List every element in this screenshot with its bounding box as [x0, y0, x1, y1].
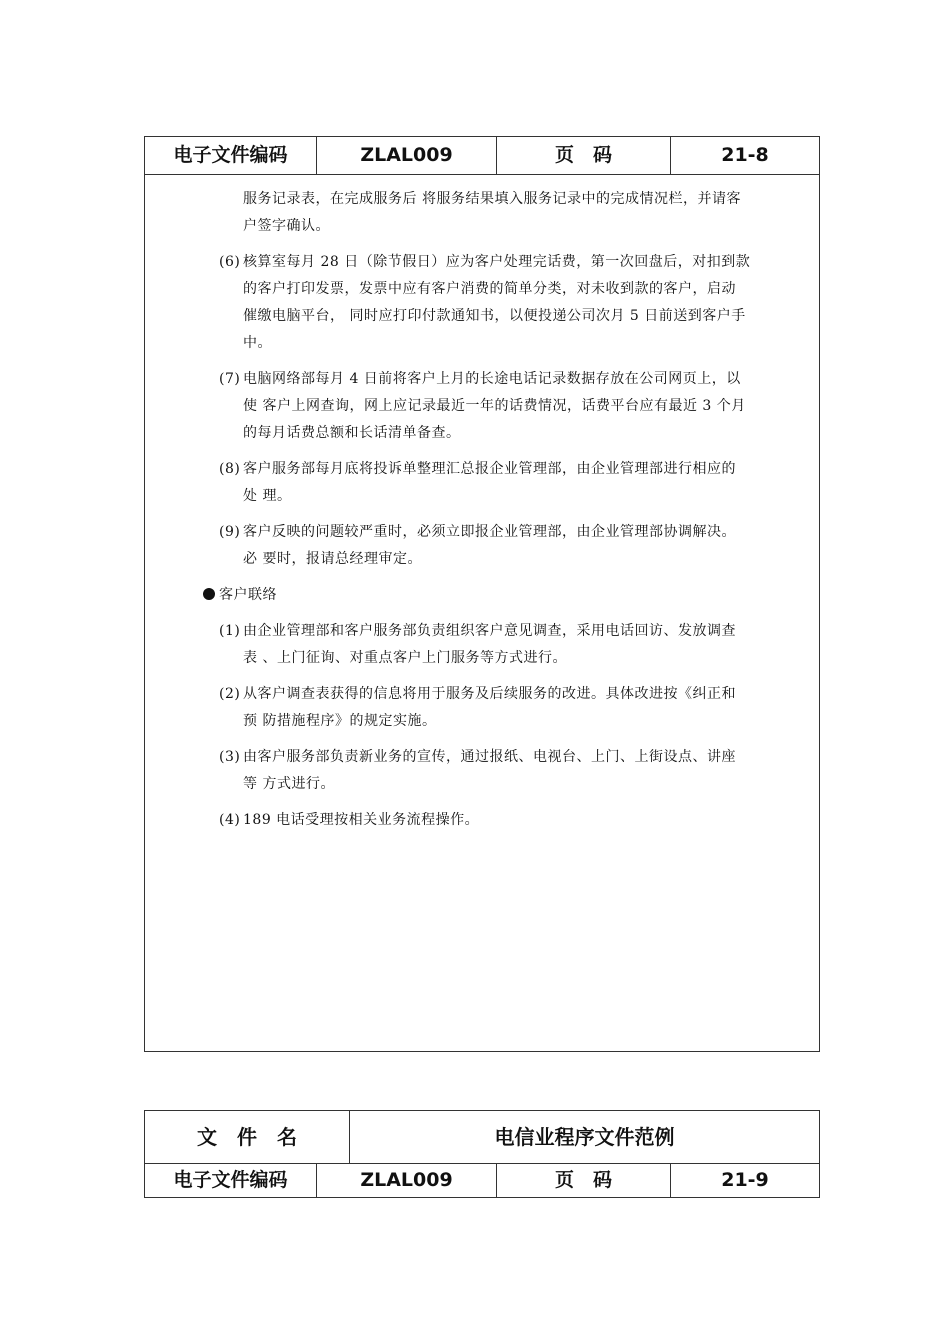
code-row: [145, 1163, 819, 1197]
code-label: 电子文件编码: [145, 1163, 317, 1197]
item-number: (4): [219, 812, 241, 828]
text-line: 表 、上门征询、对重点客户上门服务等方式进行。: [243, 650, 567, 666]
text-line: 的每月话费总额和长话清单备查。: [243, 425, 461, 441]
text-line: 必 要时，报请总经理审定。: [243, 551, 422, 567]
item-number: (1): [219, 623, 241, 639]
file-name-value: 电信业程序文件范例: [494, 1125, 675, 1149]
paragraph-6: [219, 249, 793, 357]
text-line: 中。: [243, 335, 272, 351]
file-name-label: 文 件 名: [145, 1111, 350, 1163]
text-line: 由客户服务部负责新业务的宣传，通过报纸、电视台、上门、上街设点、讲座: [243, 749, 736, 765]
section-title: 客户联络: [219, 587, 277, 603]
text-line: 由企业管理部和客户服务部负责组织客户意见调查，采用电话回访、发放调查: [243, 623, 736, 639]
text-line: 处 理。: [243, 488, 292, 504]
file-name-row: [145, 1111, 819, 1164]
item-number: (8): [219, 461, 241, 477]
section-item-4: [219, 807, 793, 834]
page-label: 页 码: [497, 1163, 671, 1197]
section-item-3: [219, 744, 793, 798]
text-line: 催缴电脑平台， 同时应打印付款通知书，以便投递公司次月 5 日前送到客户手: [243, 308, 746, 324]
item-number: (7): [219, 371, 241, 387]
paragraph-7: [219, 366, 793, 447]
text-line: 户签字确认。: [243, 218, 330, 234]
text-line: 预 防措施程序》的规定实施。: [243, 713, 437, 729]
code-label: 电子文件编码: [145, 137, 317, 174]
header-row: [145, 137, 819, 175]
paragraph-9: [219, 519, 793, 573]
text-line: 使 客户上网查询，网上应记录最近一年的话费情况，话费平台应有最近 3 个月: [243, 398, 746, 414]
code-value: ZLAL009: [317, 1163, 497, 1197]
paragraph-5-continuation: [243, 186, 793, 240]
section-item-1: [219, 618, 793, 672]
text-line: 核算室每月 28 日（除节假日）应为客户处理完话费，第一次回盘后，对扣到款: [243, 254, 751, 270]
text-line: 电脑网络部每月 4 日前将客户上月的长途电话记录数据存放在公司网页上，以: [243, 371, 741, 387]
page-value: 21-9: [721, 1169, 769, 1191]
page-value: 21-8: [721, 144, 769, 166]
item-number: (6): [219, 254, 241, 270]
bullet-icon: [203, 588, 215, 600]
text-line: 的客户打印发票，发票中应有客户消费的简单分类，对未收到款的客户，启动: [243, 281, 736, 297]
text-line: 客户反映的问题较严重时，必须立即报企业管理部，由企业管理部协调解决。: [243, 524, 736, 540]
document-page-frame: [144, 136, 820, 1052]
document-body: [145, 186, 819, 834]
paragraph-8: [219, 456, 793, 510]
item-number: (2): [219, 686, 241, 702]
page-label: 页 码: [497, 137, 671, 174]
item-number: (9): [219, 524, 241, 540]
text-line: 从客户调查表获得的信息将用于服务及后续服务的改进。具体改进按《纠正和: [243, 686, 736, 702]
text-line: 189 电话受理按相关业务流程操作。: [243, 812, 480, 828]
text-line: 等 方式进行。: [243, 776, 335, 792]
section-item-2: [219, 681, 793, 735]
code-value: ZLAL009: [317, 137, 497, 174]
section-heading: [203, 582, 819, 609]
next-page-header: [144, 1110, 820, 1198]
text-line: 服务记录表，在完成服务后 将服务结果填入服务记录中的完成情况栏，并请客: [243, 191, 741, 207]
item-number: (3): [219, 749, 241, 765]
text-line: 客户服务部每月底将投诉单整理汇总报企业管理部，由企业管理部进行相应的: [243, 461, 736, 477]
